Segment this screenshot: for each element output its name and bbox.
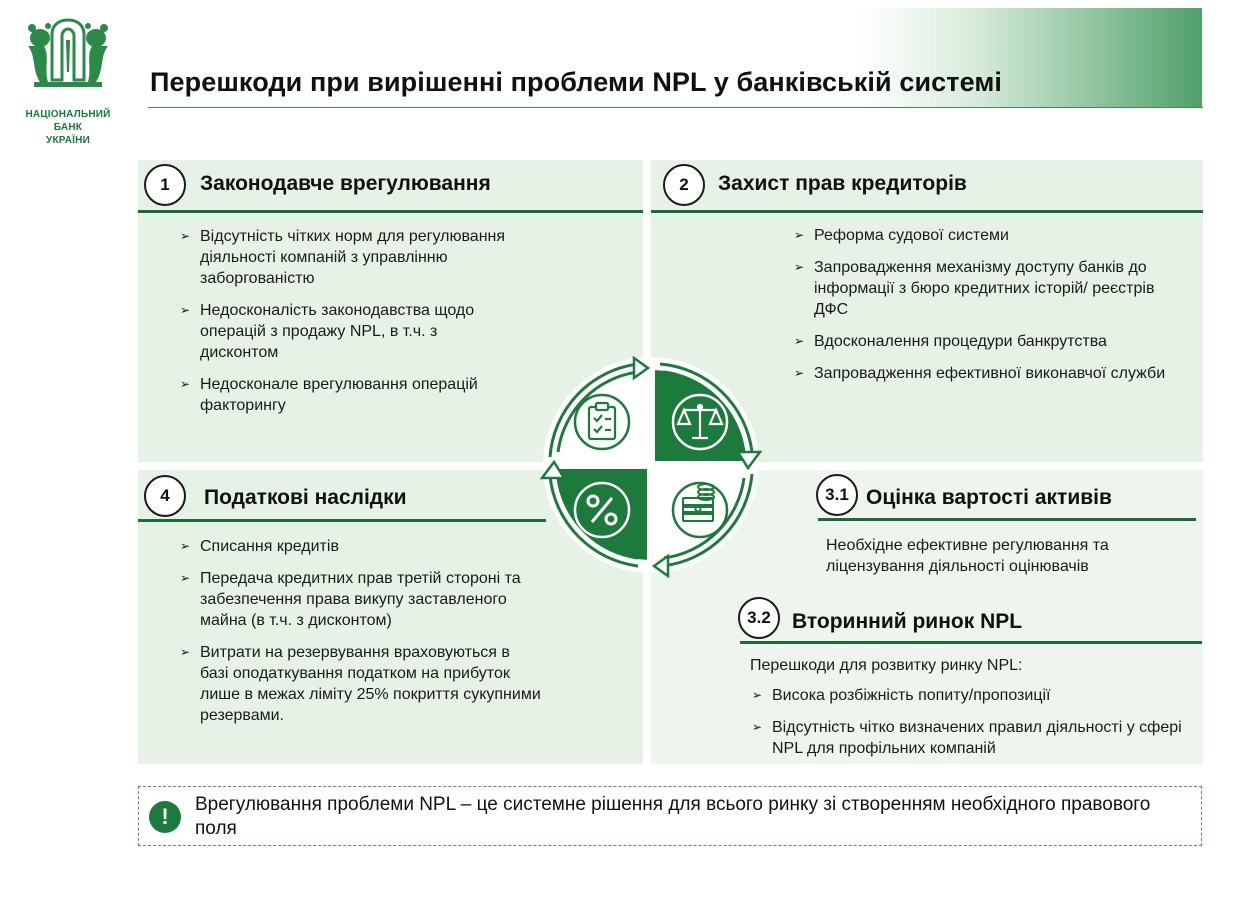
list-item: ➢ Запровадження механізму доступу банків до інформації з бюро кредитних історій/ реєстрів ДФС: [794, 257, 1169, 320]
section-3-1-rule: [818, 518, 1196, 521]
list-item: ➢ Реформа судової системи: [794, 225, 1169, 246]
list-item: ➢ Відсутність чітких норм для регулювання діяльності компаній з управлінню заборгованістю: [180, 226, 510, 289]
section-3-2-intro: Перешкоди для розвитку ринку NPL:: [750, 657, 1023, 674]
list-item: ➢ Висока розбіжність попиту/пропозиції: [752, 685, 1192, 706]
list-item: ➢ Вдосконалення процедури банкрутства: [794, 331, 1169, 352]
conclusion-note: [138, 786, 1202, 846]
section-3-1-number: 3.1: [816, 474, 858, 516]
list-item: ➢ Запровадження ефективної виконавчої служби: [794, 363, 1169, 384]
section-3-2-number: 3.2: [738, 597, 780, 639]
nbu-logo: [16, 16, 120, 147]
list-item: ➢ Витрати на резервування враховуються в базі оподаткування податком на прибуток лише в межах ліміту 25% покриття сукупними резервами.: [180, 642, 542, 726]
list-item: ➢ Відсутність чітко визначених правил діяльності у сфері NPL для профільних компаній: [752, 717, 1192, 759]
section-3-2-rule: [740, 641, 1202, 644]
logo-line-1: НАЦІОНАЛЬНИЙ: [25, 109, 111, 120]
conclusion-text: Врегулювання проблеми NPL – це системне рішення для всього ринку зі створенням необхідного правового поля: [195, 794, 1151, 839]
list-item: ➢ Недосконале врегулювання операцій факторингу: [180, 374, 510, 416]
section-1-bullets: [180, 226, 510, 427]
section-2-bullets: [794, 225, 1169, 395]
section-4-rule: [138, 519, 546, 522]
logo-line-2: БАНК: [53, 122, 83, 133]
center-cycle-graphic: [538, 352, 764, 578]
section-2-number: 2: [663, 164, 705, 206]
list-item: ➢ Недосконалість законодавства щодо операцій з продажу NPL, в т.ч. з дисконтом: [180, 300, 510, 363]
section-4-title: Податкові наслідки: [204, 486, 407, 509]
section-3-1-title: Оцінка вартості активів: [866, 486, 1112, 509]
page-title: Перешкоди при вирішенні проблеми NPL у банківській системі: [150, 67, 1003, 97]
logo-line-3: УКРАЇНИ: [46, 135, 90, 146]
list-item: ➢ Списання кредитів: [180, 536, 542, 557]
section-1-title: Законодавче врегулювання: [200, 172, 491, 195]
section-4-bullets: [180, 536, 542, 737]
section-3-2-bullets: [752, 685, 1192, 770]
section-3-1-text: Необхідне ефективне регулювання та ліцензування діяльності оцінювачів: [826, 537, 1109, 575]
list-item: ➢ Передача кредитних прав третій стороні та забезпечення права викупу заставленого майна (в т.ч. з дисконтом): [180, 568, 542, 631]
section-2-rule: [651, 210, 1203, 213]
section-2-title: Захист прав кредиторів: [718, 172, 967, 195]
section-3-2-title: Вторинний ринок NPL: [792, 610, 1023, 633]
section-4-number: 4: [144, 475, 186, 517]
title-divider: [148, 107, 1203, 108]
section-1-rule: [138, 210, 643, 213]
exclamation-icon: !: [149, 801, 181, 833]
nbu-emblem-icon: [22, 16, 114, 94]
section-1-number: 1: [144, 164, 186, 206]
